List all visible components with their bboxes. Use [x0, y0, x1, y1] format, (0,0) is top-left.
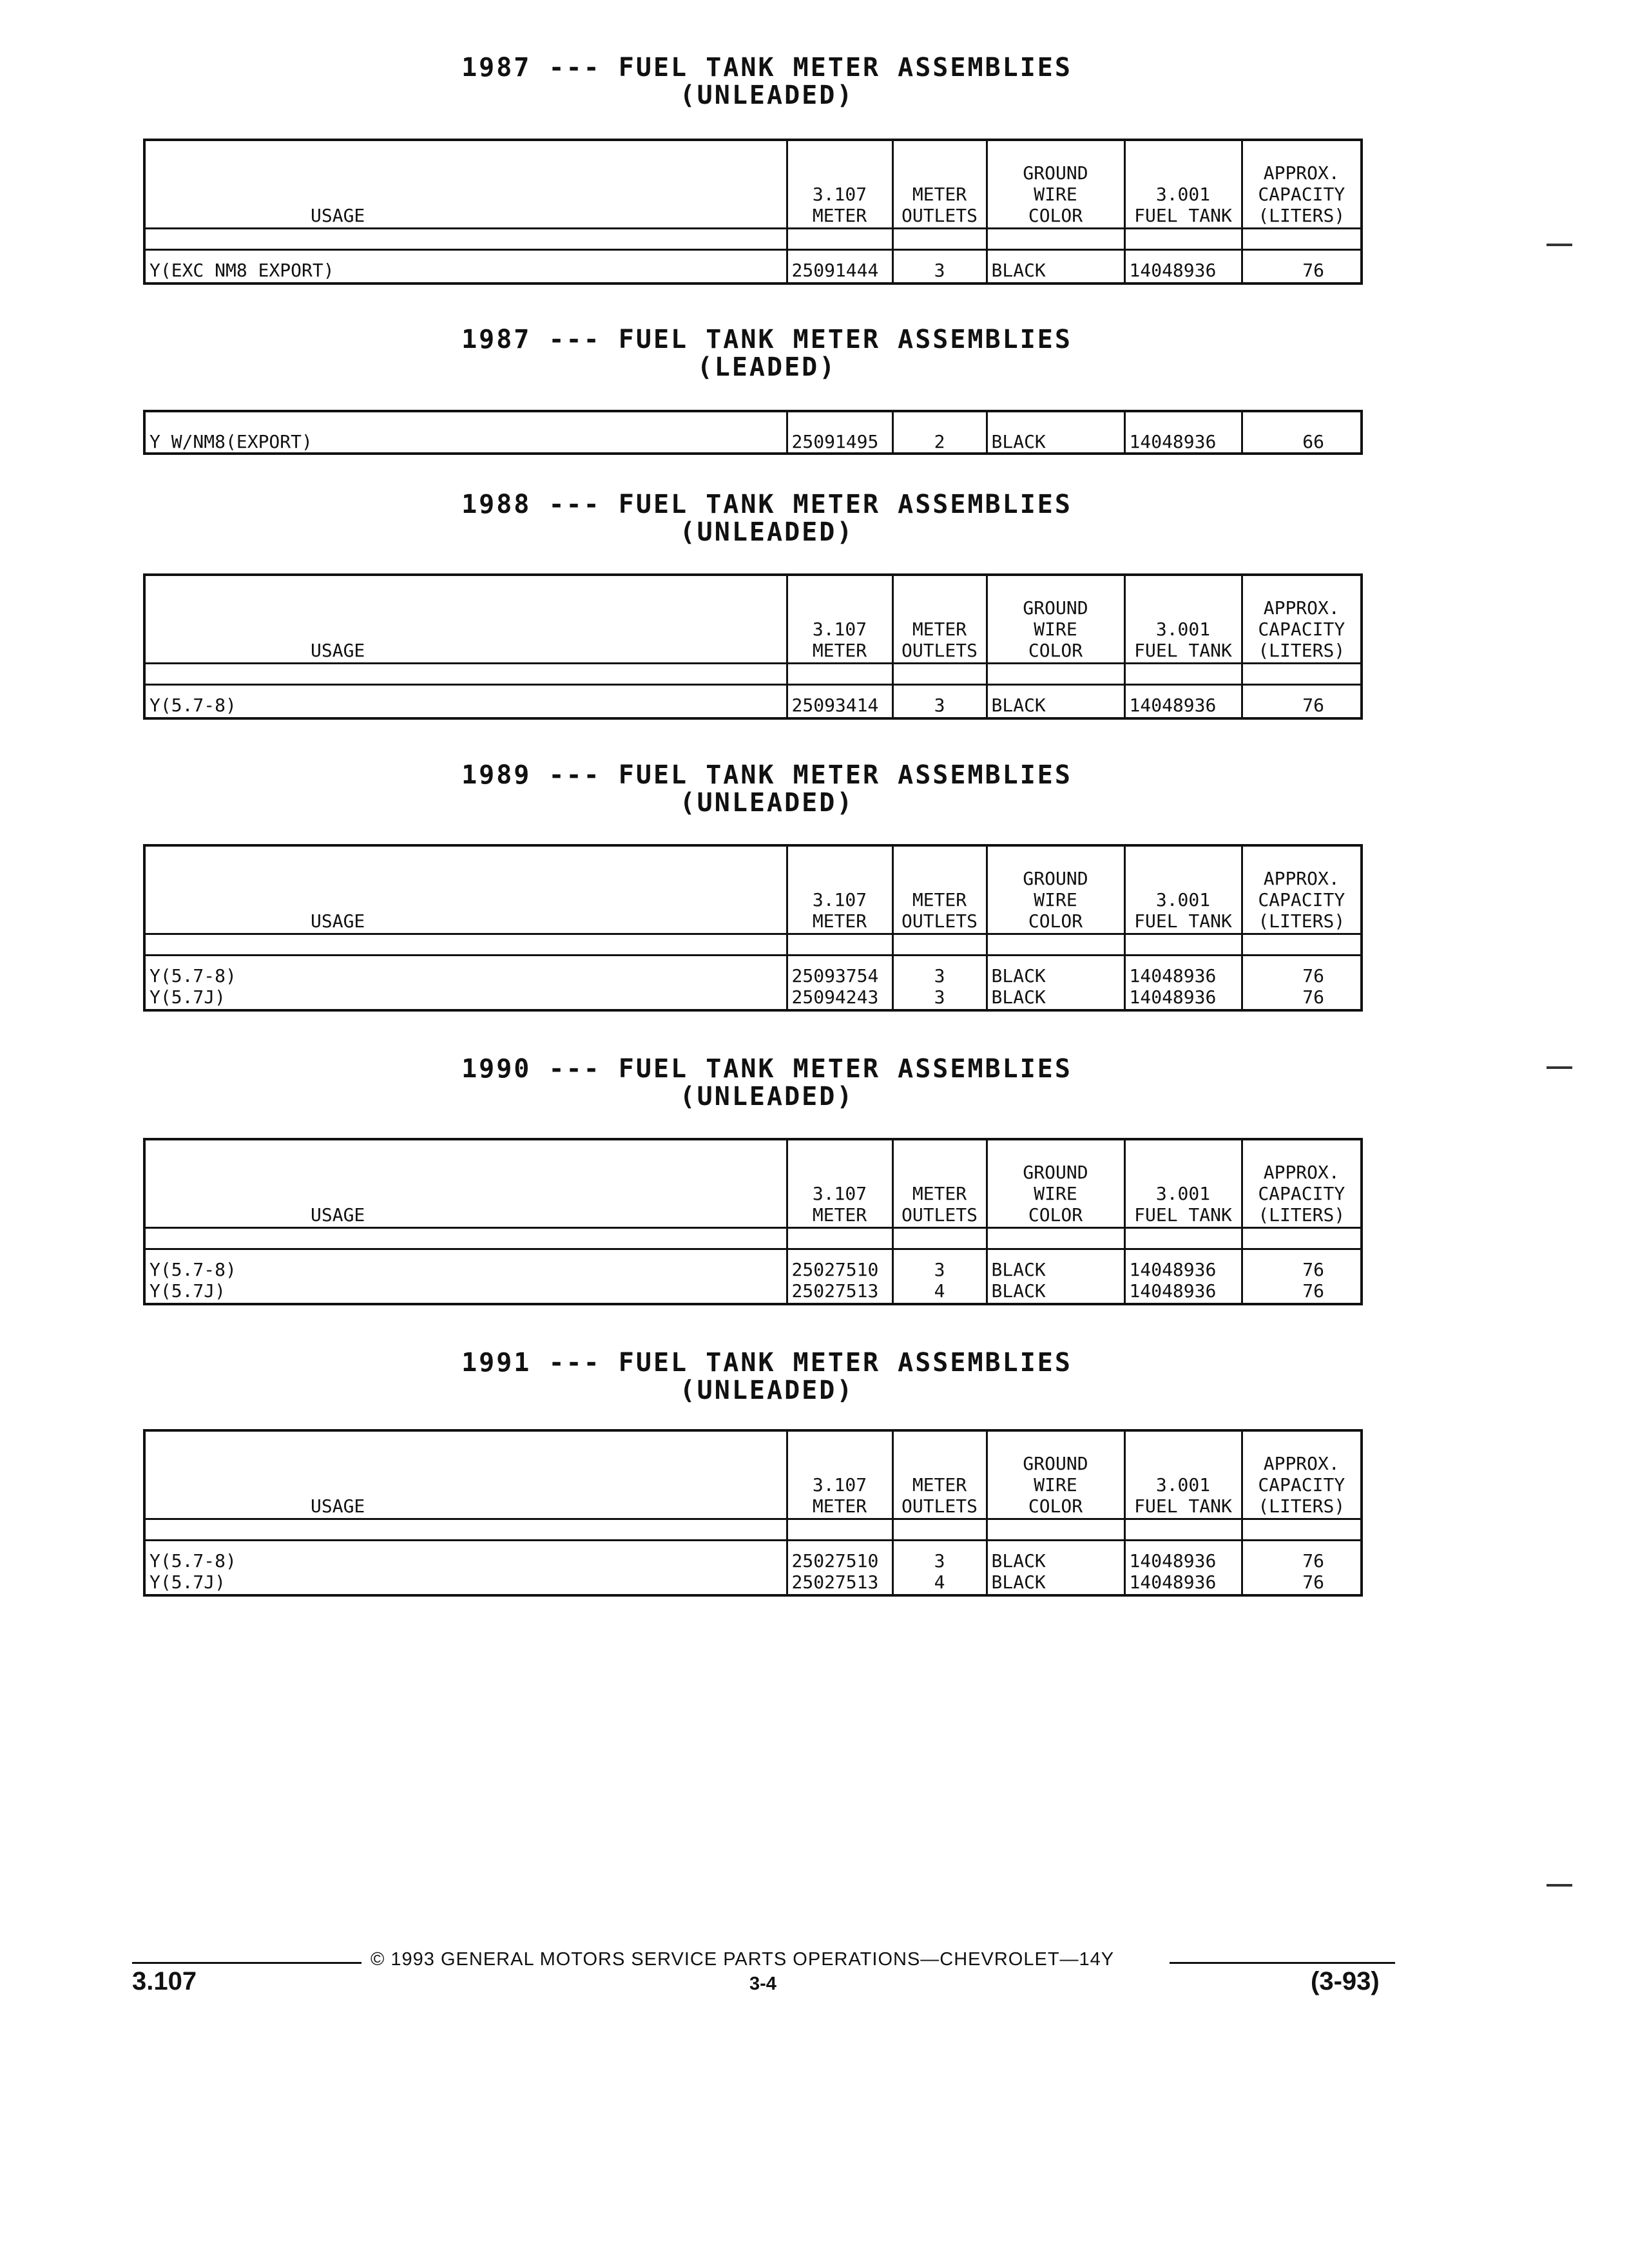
ground-wire-header: GROUND WIRE COLOR — [987, 1430, 1124, 1519]
header-spacer-row — [144, 229, 1362, 250]
outlets-cell: 3 — [892, 1249, 987, 1281]
ground-wire-header: GROUND WIRE COLOR — [987, 140, 1124, 229]
usage-cell: Y W/NM8(EXPORT) — [144, 411, 787, 454]
color-cell: BLACK — [987, 956, 1124, 987]
usage-cell: Y(5.7-8) — [144, 956, 787, 987]
capacity-cell: 76 — [1242, 986, 1362, 1010]
table-row — [144, 411, 1362, 454]
section-title-1990: 1990 --- FUEL TANK METER ASSEMBLIES — [461, 1054, 1072, 1084]
table-header-row — [144, 845, 1362, 934]
outlets-header: METER OUTLETS — [892, 1139, 987, 1228]
table-row — [144, 685, 1362, 719]
meter-cell: 25027513 — [787, 1571, 892, 1595]
color-cell: BLACK — [987, 1541, 1124, 1572]
table-row — [144, 956, 1362, 987]
table-1990 — [143, 1138, 1363, 1305]
table-1989 — [143, 844, 1363, 1012]
outlets-header: METER OUTLETS — [892, 575, 987, 664]
capacity-header: APPROX. CAPACITY (LITERS) — [1242, 140, 1362, 229]
tank-cell: 14048936 — [1124, 1249, 1242, 1281]
color-cell: BLACK — [987, 1249, 1124, 1281]
meter-cell: 25091444 — [787, 250, 892, 284]
fuel-tank-header: 3.001 FUEL TANK — [1124, 1139, 1242, 1228]
usage-header: USAGE — [144, 575, 787, 664]
capacity-cell: 76 — [1242, 685, 1362, 719]
meter-header: 3.107 METER — [787, 845, 892, 934]
table-header-row — [144, 1430, 1362, 1519]
tank-cell: 14048936 — [1124, 685, 1242, 719]
usage-cell: Y(5.7-8) — [144, 1541, 787, 1572]
capacity-header: APPROX. CAPACITY (LITERS) — [1242, 1430, 1362, 1519]
outlets-cell: 4 — [892, 1571, 987, 1595]
usage-header: USAGE — [144, 845, 787, 934]
capacity-cell: 76 — [1242, 1280, 1362, 1304]
meter-header: 3.107 METER — [787, 1139, 892, 1228]
section-title-1987-leaded: 1987 --- FUEL TANK METER ASSEMBLIES — [461, 325, 1072, 354]
outlets-cell: 3 — [892, 956, 987, 987]
footer-page-number: 3-4 — [749, 1974, 776, 1994]
outlets-cell: 2 — [892, 411, 987, 454]
outlets-header: METER OUTLETS — [892, 140, 987, 229]
usage-cell: Y(5.7J) — [144, 1571, 787, 1595]
tank-cell: 14048936 — [1124, 1541, 1242, 1572]
color-cell: BLACK — [987, 685, 1124, 719]
color-cell: BLACK — [987, 986, 1124, 1010]
fuel-tank-header: 3.001 FUEL TANK — [1124, 140, 1242, 229]
meter-cell: 25093414 — [787, 685, 892, 719]
section-subtitle-1987-unleaded: (UNLEADED) — [679, 81, 854, 110]
ground-wire-header: GROUND WIRE COLOR — [987, 1139, 1124, 1228]
table-header-row — [144, 140, 1362, 229]
section-subtitle-1989: (UNLEADED) — [679, 788, 854, 818]
margin-mark — [1547, 244, 1572, 246]
table-header-row — [144, 575, 1362, 664]
header-spacer-row — [144, 934, 1362, 956]
usage-cell: Y(5.7-8) — [144, 1249, 787, 1281]
capacity-cell: 76 — [1242, 1541, 1362, 1572]
margin-mark — [1547, 1066, 1572, 1069]
table-row — [144, 1249, 1362, 1281]
fuel-tank-header: 3.001 FUEL TANK — [1124, 845, 1242, 934]
color-cell: BLACK — [987, 1571, 1124, 1595]
usage-cell: Y(5.7J) — [144, 1280, 787, 1304]
table-row — [144, 1541, 1362, 1572]
table-row — [144, 986, 1362, 1010]
table-1987-leaded — [143, 410, 1363, 455]
outlets-header: METER OUTLETS — [892, 1430, 987, 1519]
tank-cell: 14048936 — [1124, 411, 1242, 454]
fuel-tank-header: 3.001 FUEL TANK — [1124, 575, 1242, 664]
section-subtitle-1991: (UNLEADED) — [679, 1376, 854, 1405]
outlets-header: METER OUTLETS — [892, 845, 987, 934]
meter-cell: 25027513 — [787, 1280, 892, 1304]
capacity-header: APPROX. CAPACITY (LITERS) — [1242, 575, 1362, 664]
usage-cell: Y(EXC NM8 EXPORT) — [144, 250, 787, 284]
usage-cell: Y(5.7J) — [144, 986, 787, 1010]
meter-header: 3.107 METER — [787, 575, 892, 664]
capacity-cell: 66 — [1242, 411, 1362, 454]
footer-rule-left — [132, 1962, 361, 1964]
usage-header: USAGE — [144, 1430, 787, 1519]
section-title-1987-unleaded: 1987 --- FUEL TANK METER ASSEMBLIES — [461, 53, 1072, 82]
capacity-header: APPROX. CAPACITY (LITERS) — [1242, 845, 1362, 934]
capacity-cell: 76 — [1242, 1249, 1362, 1281]
tank-cell: 14048936 — [1124, 1280, 1242, 1304]
outlets-cell: 4 — [892, 1280, 987, 1304]
section-subtitle-1988: (UNLEADED) — [679, 517, 854, 547]
usage-header: USAGE — [144, 140, 787, 229]
meter-header: 3.107 METER — [787, 140, 892, 229]
ground-wire-header: GROUND WIRE COLOR — [987, 845, 1124, 934]
section-title-1991: 1991 --- FUEL TANK METER ASSEMBLIES — [461, 1348, 1072, 1378]
meter-cell: 25027510 — [787, 1249, 892, 1281]
meter-cell: 25094243 — [787, 986, 892, 1010]
capacity-cell: 76 — [1242, 956, 1362, 987]
meter-cell: 25027510 — [787, 1541, 892, 1572]
color-cell: BLACK — [987, 250, 1124, 284]
table-1991 — [143, 1429, 1363, 1597]
header-spacer-row — [144, 664, 1362, 685]
footer-rule-right — [1170, 1962, 1395, 1964]
outlets-cell: 3 — [892, 685, 987, 719]
footer-revision: (3-93) — [1311, 1967, 1380, 1995]
outlets-cell: 3 — [892, 1541, 987, 1572]
capacity-cell: 76 — [1242, 1571, 1362, 1595]
usage-header: USAGE — [144, 1139, 787, 1228]
outlets-cell: 3 — [892, 250, 987, 284]
section-title-1988: 1988 --- FUEL TANK METER ASSEMBLIES — [461, 490, 1072, 519]
table-header-row — [144, 1139, 1362, 1228]
section-subtitle-1987-leaded: (LEADED) — [697, 352, 837, 382]
meter-cell: 25093754 — [787, 956, 892, 987]
tank-cell: 14048936 — [1124, 1571, 1242, 1595]
fuel-tank-header: 3.001 FUEL TANK — [1124, 1430, 1242, 1519]
tank-cell: 14048936 — [1124, 986, 1242, 1010]
tank-cell: 14048936 — [1124, 956, 1242, 987]
usage-cell: Y(5.7-8) — [144, 685, 787, 719]
table-row — [144, 1571, 1362, 1595]
meter-cell: 25091495 — [787, 411, 892, 454]
ground-wire-header: GROUND WIRE COLOR — [987, 575, 1124, 664]
table-row — [144, 1280, 1362, 1304]
capacity-cell: 76 — [1242, 250, 1362, 284]
footer-copyright: © 1993 GENERAL MOTORS SERVICE PARTS OPERATIONS—CHEVROLET—14Y — [371, 1949, 1115, 1970]
footer-section-code: 3.107 — [132, 1967, 197, 1995]
outlets-cell: 3 — [892, 986, 987, 1010]
capacity-header: APPROX. CAPACITY (LITERS) — [1242, 1139, 1362, 1228]
table-row — [144, 250, 1362, 284]
table-1987-unleaded — [143, 139, 1363, 285]
header-spacer-row — [144, 1228, 1362, 1249]
color-cell: BLACK — [987, 411, 1124, 454]
section-subtitle-1990: (UNLEADED) — [679, 1082, 854, 1111]
color-cell: BLACK — [987, 1280, 1124, 1304]
section-title-1989: 1989 --- FUEL TANK METER ASSEMBLIES — [461, 760, 1072, 790]
table-1988 — [143, 573, 1363, 720]
meter-header: 3.107 METER — [787, 1430, 892, 1519]
header-spacer-row — [144, 1519, 1362, 1541]
tank-cell: 14048936 — [1124, 250, 1242, 284]
margin-mark — [1547, 1884, 1572, 1887]
